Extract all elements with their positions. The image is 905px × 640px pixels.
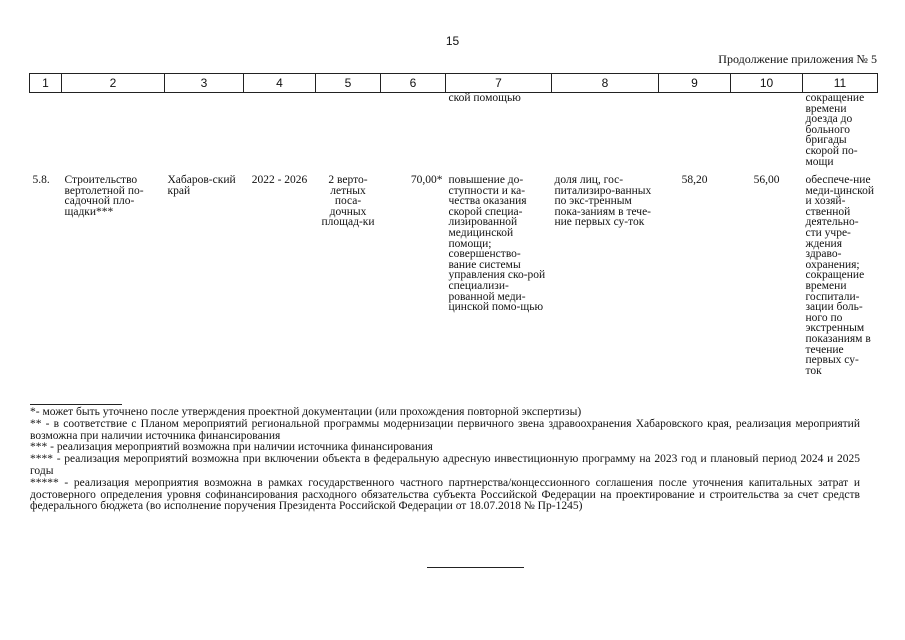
footnote: ***** - реализация мероприятия возможна в рамках государственного частного партнерства/концессионного соглашения после уточнения капитальных затрат и достоверного определения уровня софинансирования расходного обязательства субъекта Российской Федерации на проектирование и строительства за счет средств федерального бюджета (во исполнение поручения Президента Российской Федерации от 18.07.2018 № Пр-1245) bbox=[30, 476, 860, 513]
col-header: 7 bbox=[446, 74, 552, 93]
table-row bbox=[30, 175, 878, 376]
col-header: 9 bbox=[659, 74, 731, 93]
col-header: 2 bbox=[62, 74, 165, 93]
footnotes bbox=[30, 404, 860, 513]
col-header: 3 bbox=[165, 74, 244, 93]
header-row bbox=[30, 74, 878, 93]
footnote: *- может быть уточнено после утверждения проектной документации (или прохождения повторной экспертизы) bbox=[30, 406, 582, 418]
col-header: 6 bbox=[381, 74, 446, 93]
col-header: 8 bbox=[552, 74, 659, 93]
footnote-divider bbox=[30, 404, 122, 405]
cost: 70,00* bbox=[410, 174, 443, 186]
page-number: 15 bbox=[445, 34, 460, 48]
continuation-row bbox=[30, 93, 878, 176]
goal: повышение до-ступности и ка-чества оказания скорой специа-лизированной медицинской помощи; совершенство-вание системы управления ско-рой специализи-рованной меди-цинской помо-щью bbox=[448, 174, 546, 314]
indicator: доля лиц, гос-питализиро-ванных по экс-тренным пока-заниям в тече-ние первых су-ток bbox=[554, 174, 652, 229]
col-header: 4 bbox=[244, 74, 316, 93]
continuation-goal: ской помощью bbox=[448, 92, 521, 104]
row-number: 5.8. bbox=[32, 174, 50, 186]
continuation-effect: сокращение времени доезда до больного бригады скорой по-мощи bbox=[805, 92, 865, 168]
value-target: 56,00 bbox=[753, 174, 780, 186]
period: 2022 - 2026 bbox=[251, 174, 308, 186]
col-header: 1 bbox=[30, 74, 62, 93]
footnote: ** - в соответствие с Планом мероприятий региональной программы модернизации первичного звена здравоохранения Хабаровского края, реализация мероприятий возможна при наличии источника финансирования bbox=[30, 417, 860, 442]
col-header: 11 bbox=[803, 74, 878, 93]
col-header: 10 bbox=[731, 74, 803, 93]
value-base: 58,20 bbox=[681, 174, 708, 186]
region: Хабаров-ский край bbox=[167, 174, 236, 197]
end-divider bbox=[427, 567, 524, 568]
capacity: 2 верто-летных поса-дочных площад-ки bbox=[321, 174, 375, 229]
effect: обеспече-ние меди-цинской и хозяй-ственной деятельно-сти учре-ждения здраво-охранения; сокращение времени госпитали-зации боль-ного по экстренным показаниям в течение первых су-ток bbox=[805, 174, 875, 377]
measures-table bbox=[29, 73, 878, 376]
col-header: 5 bbox=[316, 74, 381, 93]
appendix-note: Продолжение приложения № 5 bbox=[718, 52, 877, 66]
footnote: **** - реализация мероприятий возможна при включении объекта в федеральную адресную инвестиционную программу на 2023 год и плановый период 2024 и 2025 годы bbox=[30, 453, 860, 477]
measure-name: Строительство вертолетной по-садочной пло-щадки*** bbox=[64, 174, 144, 218]
footnote: *** - реализация мероприятий возможна при наличии источника финансирования bbox=[30, 441, 433, 454]
